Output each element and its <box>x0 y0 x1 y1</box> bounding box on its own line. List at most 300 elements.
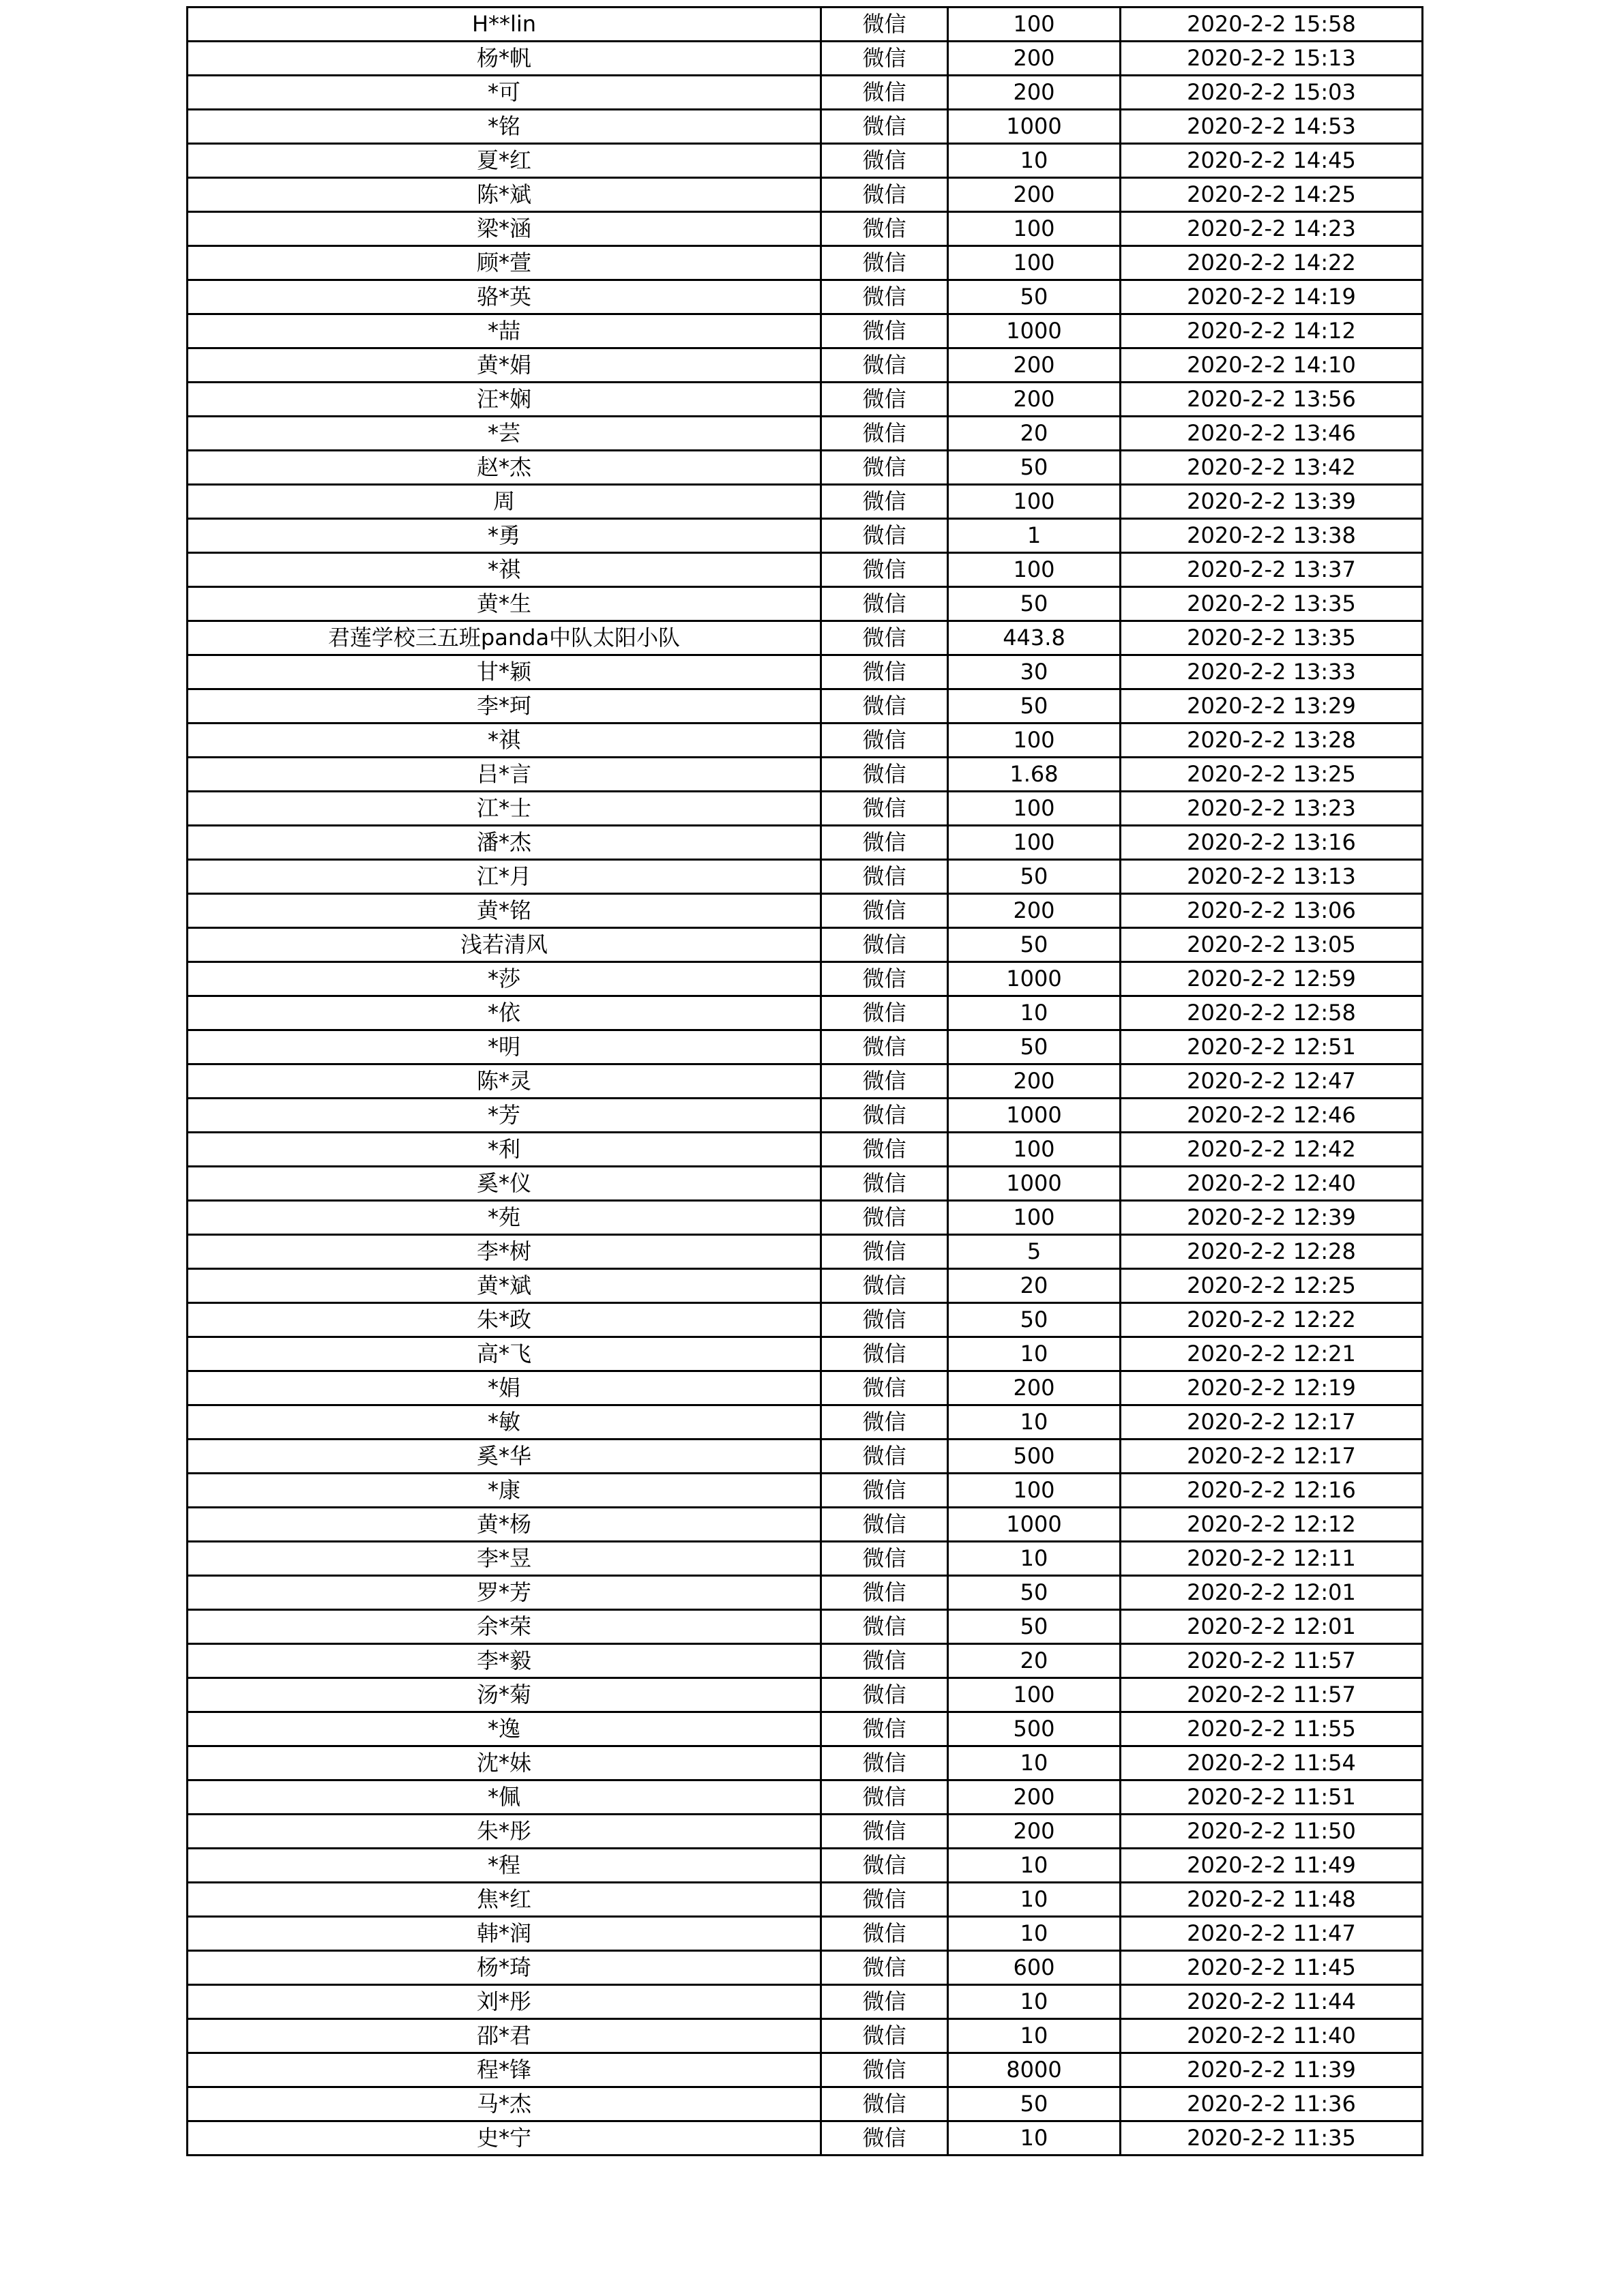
payment-method-cell: 微信 <box>821 996 948 1030</box>
payment-method-cell: 微信 <box>821 1746 948 1780</box>
amount-cell: 1 <box>948 519 1121 553</box>
table-row <box>188 1985 1423 2019</box>
donor-name-cell: *勇 <box>188 519 821 553</box>
amount-cell: 10 <box>948 996 1121 1030</box>
payment-method-cell: 微信 <box>821 76 948 110</box>
amount-cell: 1000 <box>948 1099 1121 1133</box>
amount-cell: 10 <box>948 1849 1121 1883</box>
donor-name-cell: *依 <box>188 996 821 1030</box>
table-row <box>188 1337 1423 1371</box>
datetime-cell: 2020-2-2 13:39 <box>1121 485 1423 519</box>
datetime-cell: 2020-2-2 13:35 <box>1121 587 1423 621</box>
datetime-cell: 2020-2-2 12:58 <box>1121 996 1423 1030</box>
table-row <box>188 1678 1423 1712</box>
datetime-cell: 2020-2-2 11:44 <box>1121 1985 1423 2019</box>
donor-name-cell: 陈*灵 <box>188 1064 821 1099</box>
datetime-cell: 2020-2-2 11:48 <box>1121 1883 1423 1917</box>
payment-method-cell: 微信 <box>821 451 948 485</box>
table-row <box>188 110 1423 144</box>
datetime-cell: 2020-2-2 12:42 <box>1121 1133 1423 1167</box>
table-row <box>188 1269 1423 1303</box>
payment-method-cell: 微信 <box>821 860 948 894</box>
payment-method-cell: 微信 <box>821 1235 948 1269</box>
donor-name-cell: *佩 <box>188 1780 821 1815</box>
payment-method-cell: 微信 <box>821 2053 948 2087</box>
amount-cell: 10 <box>948 2121 1121 2156</box>
amount-cell: 10 <box>948 1542 1121 1576</box>
amount-cell: 500 <box>948 1440 1121 1474</box>
payment-method-cell: 微信 <box>821 1678 948 1712</box>
datetime-cell: 2020-2-2 12:46 <box>1121 1099 1423 1133</box>
datetime-cell: 2020-2-2 13:06 <box>1121 894 1423 928</box>
payment-method-cell: 微信 <box>821 1303 948 1337</box>
datetime-cell: 2020-2-2 12:59 <box>1121 962 1423 996</box>
table-row <box>188 962 1423 996</box>
table-row <box>188 1644 1423 1678</box>
donor-name-cell: *程 <box>188 1849 821 1883</box>
datetime-cell: 2020-2-2 15:13 <box>1121 42 1423 76</box>
datetime-cell: 2020-2-2 14:25 <box>1121 178 1423 212</box>
donor-name-cell: 梁*涵 <box>188 212 821 246</box>
donor-name-cell: *莎 <box>188 962 821 996</box>
donor-name-cell: 黄*铭 <box>188 894 821 928</box>
datetime-cell: 2020-2-2 13:29 <box>1121 689 1423 724</box>
donor-name-cell: 陈*斌 <box>188 178 821 212</box>
table-row <box>188 860 1423 894</box>
amount-cell: 100 <box>948 246 1121 280</box>
amount-cell: 200 <box>948 383 1121 417</box>
donor-name-cell: *芸 <box>188 417 821 451</box>
amount-cell: 100 <box>948 212 1121 246</box>
table-row <box>188 2019 1423 2053</box>
datetime-cell: 2020-2-2 12:40 <box>1121 1167 1423 1201</box>
datetime-cell: 2020-2-2 11:57 <box>1121 1644 1423 1678</box>
table-row <box>188 621 1423 655</box>
payment-method-cell: 微信 <box>821 1269 948 1303</box>
amount-cell: 100 <box>948 8 1121 42</box>
donor-name-cell: 焦*红 <box>188 1883 821 1917</box>
table-row <box>188 792 1423 826</box>
table-row <box>188 417 1423 451</box>
amount-cell: 100 <box>948 826 1121 860</box>
payment-method-cell: 微信 <box>821 2121 948 2156</box>
amount-cell: 100 <box>948 1678 1121 1712</box>
payment-method-cell: 微信 <box>821 1542 948 1576</box>
payment-method-cell: 微信 <box>821 1610 948 1644</box>
donor-name-cell: 黄*生 <box>188 587 821 621</box>
payment-method-cell: 微信 <box>821 1951 948 1985</box>
datetime-cell: 2020-2-2 12:16 <box>1121 1474 1423 1508</box>
datetime-cell: 2020-2-2 14:23 <box>1121 212 1423 246</box>
datetime-cell: 2020-2-2 15:58 <box>1121 8 1423 42</box>
payment-method-cell: 微信 <box>821 212 948 246</box>
amount-cell: 10 <box>948 1337 1121 1371</box>
donor-name-cell: 黄*杨 <box>188 1508 821 1542</box>
table-row <box>188 485 1423 519</box>
datetime-cell: 2020-2-2 11:49 <box>1121 1849 1423 1883</box>
datetime-cell: 2020-2-2 12:25 <box>1121 1269 1423 1303</box>
table-row <box>188 2121 1423 2156</box>
donor-name-cell: 史*宁 <box>188 2121 821 2156</box>
datetime-cell: 2020-2-2 11:51 <box>1121 1780 1423 1815</box>
payment-method-cell: 微信 <box>821 348 948 383</box>
donor-name-cell: *康 <box>188 1474 821 1508</box>
datetime-cell: 2020-2-2 14:10 <box>1121 348 1423 383</box>
amount-cell: 200 <box>948 42 1121 76</box>
table-row <box>188 1099 1423 1133</box>
payment-method-cell: 微信 <box>821 587 948 621</box>
amount-cell: 10 <box>948 1883 1121 1917</box>
datetime-cell: 2020-2-2 14:45 <box>1121 144 1423 178</box>
donor-name-cell: 刘*彤 <box>188 1985 821 2019</box>
payment-method-cell: 微信 <box>821 1371 948 1405</box>
payment-method-cell: 微信 <box>821 792 948 826</box>
datetime-cell: 2020-2-2 12:17 <box>1121 1440 1423 1474</box>
datetime-cell: 2020-2-2 13:23 <box>1121 792 1423 826</box>
amount-cell: 50 <box>948 1030 1121 1064</box>
table-row <box>188 996 1423 1030</box>
donor-name-cell: *敏 <box>188 1405 821 1440</box>
table-row <box>188 246 1423 280</box>
table-row <box>188 2087 1423 2121</box>
table-row <box>188 826 1423 860</box>
amount-cell: 100 <box>948 1201 1121 1235</box>
datetime-cell: 2020-2-2 11:40 <box>1121 2019 1423 2053</box>
payment-method-cell: 微信 <box>821 724 948 758</box>
table-row <box>188 689 1423 724</box>
amount-cell: 1000 <box>948 1508 1121 1542</box>
amount-cell: 100 <box>948 485 1121 519</box>
table-row <box>188 42 1423 76</box>
table-row <box>188 1405 1423 1440</box>
payment-method-cell: 微信 <box>821 1644 948 1678</box>
amount-cell: 200 <box>948 1371 1121 1405</box>
donor-name-cell: *娟 <box>188 1371 821 1405</box>
amount-cell: 100 <box>948 553 1121 587</box>
payment-method-cell: 微信 <box>821 1576 948 1610</box>
table-row <box>188 144 1423 178</box>
table-row <box>188 178 1423 212</box>
datetime-cell: 2020-2-2 13:16 <box>1121 826 1423 860</box>
donor-name-cell: 李*昱 <box>188 1542 821 1576</box>
datetime-cell: 2020-2-2 12:51 <box>1121 1030 1423 1064</box>
amount-cell: 50 <box>948 451 1121 485</box>
donor-name-cell: 杨*琦 <box>188 1951 821 1985</box>
donor-name-cell: *明 <box>188 1030 821 1064</box>
donor-name-cell: *祺 <box>188 553 821 587</box>
amount-cell: 20 <box>948 1644 1121 1678</box>
table-row <box>188 1030 1423 1064</box>
datetime-cell: 2020-2-2 12:12 <box>1121 1508 1423 1542</box>
donor-name-cell: 浅若清风 <box>188 928 821 962</box>
payment-method-cell: 微信 <box>821 1099 948 1133</box>
payment-method-cell: 微信 <box>821 1133 948 1167</box>
amount-cell: 50 <box>948 928 1121 962</box>
table-row <box>188 1474 1423 1508</box>
payment-method-cell: 微信 <box>821 1508 948 1542</box>
datetime-cell: 2020-2-2 14:12 <box>1121 314 1423 348</box>
table-row <box>188 348 1423 383</box>
datetime-cell: 2020-2-2 13:38 <box>1121 519 1423 553</box>
donor-name-cell: *铭 <box>188 110 821 144</box>
payment-method-cell: 微信 <box>821 758 948 792</box>
table-row <box>188 1951 1423 1985</box>
table-row <box>188 1303 1423 1337</box>
table-row <box>188 1746 1423 1780</box>
table-row <box>188 724 1423 758</box>
payment-method-cell: 微信 <box>821 553 948 587</box>
donor-name-cell: 奚*仪 <box>188 1167 821 1201</box>
donor-name-cell: 潘*杰 <box>188 826 821 860</box>
amount-cell: 1.68 <box>948 758 1121 792</box>
table-row <box>188 1371 1423 1405</box>
table-row <box>188 553 1423 587</box>
table-row <box>188 1576 1423 1610</box>
datetime-cell: 2020-2-2 12:19 <box>1121 1371 1423 1405</box>
table-row <box>188 1780 1423 1815</box>
payment-method-cell: 微信 <box>821 178 948 212</box>
donor-name-cell: *喆 <box>188 314 821 348</box>
payment-method-cell: 微信 <box>821 689 948 724</box>
payment-method-cell: 微信 <box>821 621 948 655</box>
amount-cell: 50 <box>948 1303 1121 1337</box>
donor-name-cell: 江*月 <box>188 860 821 894</box>
datetime-cell: 2020-2-2 13:46 <box>1121 417 1423 451</box>
datetime-cell: 2020-2-2 12:47 <box>1121 1064 1423 1099</box>
datetime-cell: 2020-2-2 12:01 <box>1121 1576 1423 1610</box>
table-row <box>188 928 1423 962</box>
table-row <box>188 1917 1423 1951</box>
donor-name-cell: 李*树 <box>188 1235 821 1269</box>
payment-method-cell: 微信 <box>821 655 948 689</box>
donation-table <box>186 6 1423 2156</box>
datetime-cell: 2020-2-2 13:25 <box>1121 758 1423 792</box>
payment-method-cell: 微信 <box>821 246 948 280</box>
amount-cell: 50 <box>948 2087 1121 2121</box>
payment-method-cell: 微信 <box>821 2087 948 2121</box>
donor-name-cell: 顾*萱 <box>188 246 821 280</box>
amount-cell: 100 <box>948 1474 1121 1508</box>
donor-name-cell: *苑 <box>188 1201 821 1235</box>
amount-cell: 10 <box>948 1917 1121 1951</box>
datetime-cell: 2020-2-2 13:33 <box>1121 655 1423 689</box>
payment-method-cell: 微信 <box>821 519 948 553</box>
table-row <box>188 1201 1423 1235</box>
donor-name-cell: 汤*菊 <box>188 1678 821 1712</box>
datetime-cell: 2020-2-2 12:17 <box>1121 1405 1423 1440</box>
payment-method-cell: 微信 <box>821 8 948 42</box>
amount-cell: 443.8 <box>948 621 1121 655</box>
donor-name-cell: 吕*言 <box>188 758 821 792</box>
donor-name-cell: 马*杰 <box>188 2087 821 2121</box>
datetime-cell: 2020-2-2 12:21 <box>1121 1337 1423 1371</box>
amount-cell: 20 <box>948 1269 1121 1303</box>
datetime-cell: 2020-2-2 12:22 <box>1121 1303 1423 1337</box>
datetime-cell: 2020-2-2 13:05 <box>1121 928 1423 962</box>
amount-cell: 1000 <box>948 110 1121 144</box>
amount-cell: 200 <box>948 348 1121 383</box>
donor-name-cell: 朱*政 <box>188 1303 821 1337</box>
amount-cell: 50 <box>948 1610 1121 1644</box>
datetime-cell: 2020-2-2 14:19 <box>1121 280 1423 314</box>
table-row <box>188 451 1423 485</box>
payment-method-cell: 微信 <box>821 1167 948 1201</box>
payment-method-cell: 微信 <box>821 1405 948 1440</box>
table-row <box>188 1064 1423 1099</box>
datetime-cell: 2020-2-2 12:01 <box>1121 1610 1423 1644</box>
table-row <box>188 212 1423 246</box>
payment-method-cell: 微信 <box>821 280 948 314</box>
datetime-cell: 2020-2-2 11:57 <box>1121 1678 1423 1712</box>
amount-cell: 200 <box>948 1780 1121 1815</box>
amount-cell: 50 <box>948 1576 1121 1610</box>
amount-cell: 10 <box>948 1746 1121 1780</box>
payment-method-cell: 微信 <box>821 1883 948 1917</box>
datetime-cell: 2020-2-2 13:28 <box>1121 724 1423 758</box>
donor-name-cell: 汪*娴 <box>188 383 821 417</box>
donor-name-cell: 邵*君 <box>188 2019 821 2053</box>
payment-method-cell: 微信 <box>821 144 948 178</box>
datetime-cell: 2020-2-2 11:50 <box>1121 1815 1423 1849</box>
datetime-cell: 2020-2-2 11:35 <box>1121 2121 1423 2156</box>
payment-method-cell: 微信 <box>821 1985 948 2019</box>
payment-method-cell: 微信 <box>821 417 948 451</box>
datetime-cell: 2020-2-2 13:13 <box>1121 860 1423 894</box>
table-row <box>188 1712 1423 1746</box>
payment-method-cell: 微信 <box>821 962 948 996</box>
amount-cell: 200 <box>948 1815 1121 1849</box>
donor-name-cell: 骆*英 <box>188 280 821 314</box>
payment-method-cell: 微信 <box>821 485 948 519</box>
donor-name-cell: 朱*彤 <box>188 1815 821 1849</box>
amount-cell: 50 <box>948 860 1121 894</box>
datetime-cell: 2020-2-2 11:39 <box>1121 2053 1423 2087</box>
amount-cell: 50 <box>948 689 1121 724</box>
datetime-cell: 2020-2-2 12:28 <box>1121 1235 1423 1269</box>
donor-name-cell: 江*士 <box>188 792 821 826</box>
donor-name-cell: *逸 <box>188 1712 821 1746</box>
table-row <box>188 1440 1423 1474</box>
datetime-cell: 2020-2-2 14:53 <box>1121 110 1423 144</box>
amount-cell: 200 <box>948 178 1121 212</box>
payment-method-cell: 微信 <box>821 42 948 76</box>
datetime-cell: 2020-2-2 11:45 <box>1121 1951 1423 1985</box>
donor-name-cell: *可 <box>188 76 821 110</box>
donor-name-cell: *祺 <box>188 724 821 758</box>
payment-method-cell: 微信 <box>821 1815 948 1849</box>
donor-name-cell: 甘*颖 <box>188 655 821 689</box>
donor-name-cell: 李*毅 <box>188 1644 821 1678</box>
payment-method-cell: 微信 <box>821 1780 948 1815</box>
amount-cell: 5 <box>948 1235 1121 1269</box>
donor-name-cell: 韩*润 <box>188 1917 821 1951</box>
amount-cell: 10 <box>948 1985 1121 2019</box>
payment-method-cell: 微信 <box>821 1474 948 1508</box>
amount-cell: 30 <box>948 655 1121 689</box>
datetime-cell: 2020-2-2 15:03 <box>1121 76 1423 110</box>
payment-method-cell: 微信 <box>821 1337 948 1371</box>
donor-name-cell: 周 <box>188 485 821 519</box>
datetime-cell: 2020-2-2 13:37 <box>1121 553 1423 587</box>
datetime-cell: 2020-2-2 13:35 <box>1121 621 1423 655</box>
payment-method-cell: 微信 <box>821 1201 948 1235</box>
amount-cell: 200 <box>948 1064 1121 1099</box>
table-row <box>188 383 1423 417</box>
payment-method-cell: 微信 <box>821 928 948 962</box>
payment-method-cell: 微信 <box>821 1440 948 1474</box>
donor-name-cell: 君莲学校三五班panda中队太阳小队 <box>188 621 821 655</box>
table-row <box>188 8 1423 42</box>
table-row <box>188 280 1423 314</box>
donor-name-cell: 夏*红 <box>188 144 821 178</box>
table-row <box>188 519 1423 553</box>
amount-cell: 100 <box>948 1133 1121 1167</box>
amount-cell: 10 <box>948 144 1121 178</box>
table-row <box>188 1610 1423 1644</box>
datetime-cell: 2020-2-2 13:56 <box>1121 383 1423 417</box>
payment-method-cell: 微信 <box>821 2019 948 2053</box>
payment-method-cell: 微信 <box>821 314 948 348</box>
amount-cell: 20 <box>948 417 1121 451</box>
datetime-cell: 2020-2-2 12:39 <box>1121 1201 1423 1235</box>
table-row <box>188 758 1423 792</box>
table-row <box>188 1133 1423 1167</box>
datetime-cell: 2020-2-2 11:47 <box>1121 1917 1423 1951</box>
payment-method-cell: 微信 <box>821 383 948 417</box>
table-row <box>188 1167 1423 1201</box>
payment-method-cell: 微信 <box>821 1064 948 1099</box>
table-row <box>188 2053 1423 2087</box>
payment-method-cell: 微信 <box>821 1917 948 1951</box>
datetime-cell: 2020-2-2 14:22 <box>1121 246 1423 280</box>
payment-method-cell: 微信 <box>821 1712 948 1746</box>
table-row <box>188 894 1423 928</box>
payment-method-cell: 微信 <box>821 1030 948 1064</box>
table-row <box>188 1508 1423 1542</box>
datetime-cell: 2020-2-2 12:11 <box>1121 1542 1423 1576</box>
donor-name-cell: 杨*帆 <box>188 42 821 76</box>
datetime-cell: 2020-2-2 11:54 <box>1121 1746 1423 1780</box>
amount-cell: 100 <box>948 724 1121 758</box>
donor-name-cell: 李*珂 <box>188 689 821 724</box>
amount-cell: 100 <box>948 792 1121 826</box>
payment-method-cell: 微信 <box>821 826 948 860</box>
payment-method-cell: 微信 <box>821 1849 948 1883</box>
table-row <box>188 587 1423 621</box>
amount-cell: 500 <box>948 1712 1121 1746</box>
amount-cell: 200 <box>948 894 1121 928</box>
table-row <box>188 1849 1423 1883</box>
table-row <box>188 1542 1423 1576</box>
table-row <box>188 314 1423 348</box>
amount-cell: 50 <box>948 280 1121 314</box>
datetime-cell: 2020-2-2 11:36 <box>1121 2087 1423 2121</box>
payment-method-cell: 微信 <box>821 110 948 144</box>
amount-cell: 10 <box>948 2019 1121 2053</box>
datetime-cell: 2020-2-2 13:42 <box>1121 451 1423 485</box>
donor-name-cell: 沈*妹 <box>188 1746 821 1780</box>
donor-name-cell: 黄*娟 <box>188 348 821 383</box>
donor-name-cell: 黄*斌 <box>188 1269 821 1303</box>
donor-name-cell: 奚*华 <box>188 1440 821 1474</box>
amount-cell: 200 <box>948 76 1121 110</box>
amount-cell: 10 <box>948 1405 1121 1440</box>
table-row <box>188 1815 1423 1849</box>
donor-name-cell: 程*锋 <box>188 2053 821 2087</box>
table-row <box>188 1883 1423 1917</box>
donor-name-cell: 罗*芳 <box>188 1576 821 1610</box>
payment-method-cell: 微信 <box>821 894 948 928</box>
